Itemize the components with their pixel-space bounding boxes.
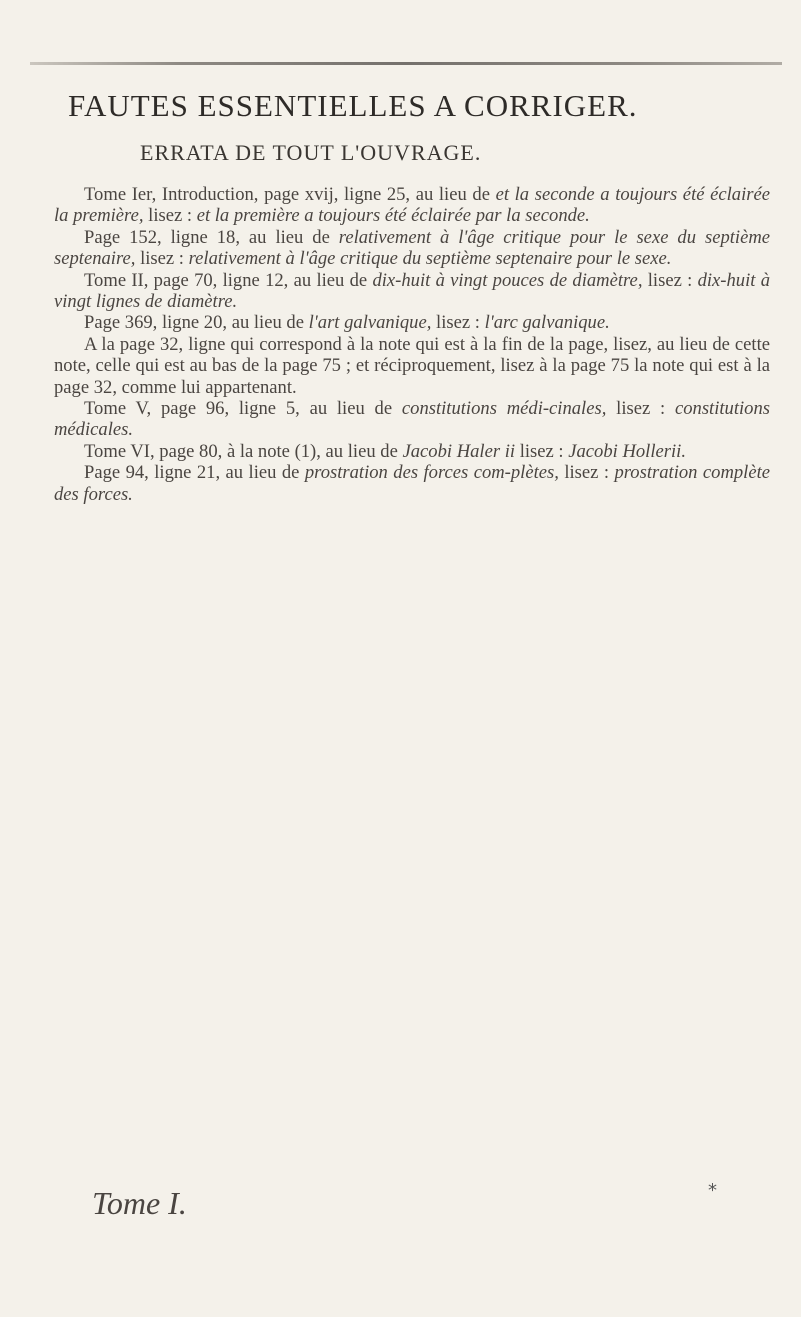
errata-entry [54, 441, 770, 462]
entry-wrong-text: dix-huit à vingt pouces de diamètre, [372, 269, 643, 291]
errata-list [54, 184, 770, 505]
errata-entry [54, 312, 770, 333]
entry-text: lisez : [135, 248, 189, 270]
entry-text: Tome II, page 70, ligne 12, au lieu de [84, 269, 373, 291]
entry-text: Page 152, ligne 18, au lieu de [84, 226, 339, 248]
volume-signature: Tome I. [92, 1185, 187, 1221]
entry-text: Tome VI, page 80, à la note (1), au lieu de [84, 440, 403, 462]
signature-mark: * [708, 1180, 717, 1201]
entry-text: Tome V, page 96, ligne 5, au lieu de [84, 398, 402, 420]
entry-text: lisez : [642, 269, 698, 291]
entry-text: A la page 32, ligne qui correspond à la note qui est à la fin de la page, lisez, au lieu de cette note, celle qui est au bas de la page 75 ; et réciproquement, lisez à la page 75 la note qui est à la page 32, comme lui appartenant. [54, 333, 770, 398]
top-rule [30, 62, 782, 65]
errata-entry [54, 462, 770, 505]
entry-correct-text: constitutions médicales. [54, 398, 771, 441]
errata-entry [54, 227, 770, 270]
entry-correct-text: relativement à l'âge critique du septième septenaire pour le sexe. [188, 248, 672, 270]
entry-correct-text: dix-huit à vingt lignes de diamètre. [54, 269, 770, 313]
entry-correct-text: Jacobi Hollerii. [568, 440, 686, 462]
entry-text: lisez : [431, 312, 485, 334]
entry-wrong-text: relativement à l'âge critique pour le sexe du septième septenaire, [54, 226, 771, 270]
entry-text: lisez : [558, 462, 615, 484]
entry-wrong-text: Jacobi Haler ii [402, 440, 516, 462]
errata-entry [54, 270, 770, 313]
entry-wrong-text: et la seconde a toujours été éclairée la première, [54, 184, 770, 227]
entry-text: lisez : [515, 440, 569, 462]
entry-wrong-text: prostration des forces com-plètes, [304, 462, 559, 484]
entry-correct-text: prostration complète des forces. [54, 462, 771, 505]
page-subtitle: ERRATA DE TOUT L'OUVRAGE. [140, 140, 482, 165]
entry-correct-text: l'arc galvanique. [484, 312, 610, 334]
entry-wrong-text: l'art galvanique, [308, 312, 432, 334]
entry-text: Tome Ier, Introduction, page xvij, ligne 25, au lieu de [84, 184, 496, 205]
page-title: FAUTES ESSENTIELLES A CORRIGER. [68, 88, 638, 123]
entry-text: lisez : [143, 205, 197, 227]
errata-entry [54, 184, 770, 227]
errata-entry [54, 334, 770, 398]
entry-text: Page 94, ligne 21, au lieu de [84, 462, 305, 484]
entry-correct-text: et la première a toujours été éclairée par la seconde. [196, 205, 590, 227]
entry-wrong-text: constitutions médi-cinales, [401, 398, 607, 420]
entry-text: Page 369, ligne 20, au lieu de [84, 312, 309, 334]
errata-entry [54, 398, 770, 441]
entry-text: lisez : [606, 398, 675, 420]
